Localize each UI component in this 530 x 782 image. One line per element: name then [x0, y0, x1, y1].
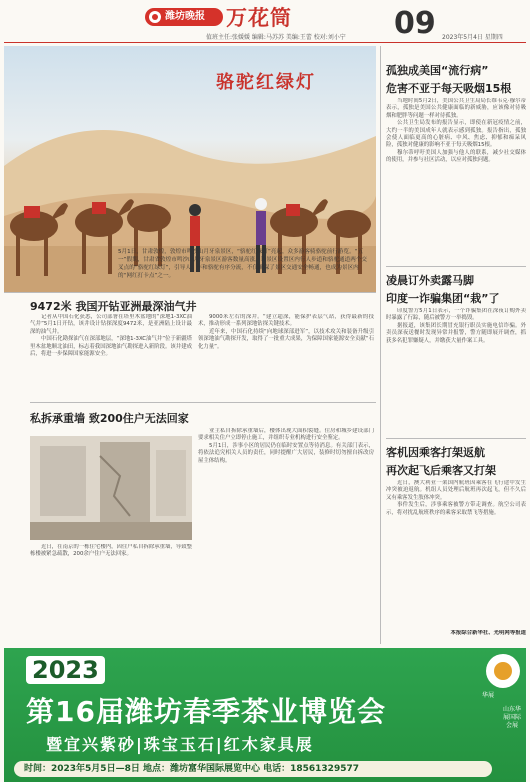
- article-caption-wall: [30, 544, 192, 640]
- article-subheadline-loneliness: 危害不亚于每天吸烟15根: [386, 82, 512, 95]
- article-photo-wall: [30, 436, 192, 540]
- article-headline-wall: 私拆承重墙 致200住户无法回家: [30, 412, 189, 425]
- brand-name: 潍坊晚报: [165, 11, 205, 22]
- page-number: 09: [394, 6, 436, 41]
- paragraph: 穆尔蒂呼吁美国人加强与他人的联系，减少社交媒体的使用，并参与社区活动，以应对孤独问题。: [386, 149, 526, 164]
- ad-info-bar: 时间：2023年5月5日—8日 地点：潍坊富华国际展览中心 电话：18561329577: [14, 761, 492, 777]
- paragraph: 近日，澳大利亚一架国内航班因乘客在飞行途中发生冲突被迫返航。机组人员处理后航班再次起飞，但不久后又有乘客发生肢体冲突。: [386, 480, 526, 501]
- source-credit: [386, 630, 526, 640]
- issue-date: 2023年5月4日 星期四: [442, 34, 503, 41]
- paragraph: 事件发生后，涉事乘客被警方带走调查。航空公司表示，将对扰乱航班秩序的乘客采取禁飞等措施。: [386, 502, 526, 516]
- article-body-oil-well-cont: [198, 314, 374, 398]
- ad-subtitle: 暨宜兴紫砂|珠宝玉石|红木家具展: [46, 735, 314, 754]
- article-body-takeout: [386, 308, 526, 434]
- masthead: [0, 0, 530, 44]
- source-credit-text: 本报综合新华社、光明网等报道: [450, 630, 526, 636]
- ad-side-text: 山东华展国际会展: [502, 706, 521, 729]
- article-body-loneliness: [386, 98, 526, 266]
- column-title: 万花筒: [226, 5, 292, 30]
- article-body-oil-well: [30, 314, 192, 398]
- article-headline-flight: 客机因乘客打架返航: [386, 446, 485, 459]
- article-subheadline-flight: 再次起飞后乘客又打架: [386, 464, 496, 477]
- expo-logo-icon: [486, 654, 520, 688]
- photo-title: 骆驼红绿灯: [216, 72, 316, 93]
- article-body-flight: [386, 480, 526, 628]
- photo-caption: 5月1日，甘肃敦煌，敦煌市鸣沙山月牙泉景区，“骆驼红绿灯”亮起，众多游客骑骆驼前行游览。“五一”假期，甘肃省敦煌市鸣沙山月牙泉景区游客数量高涨。该景区设置区内行人步道和骆驼通道两个交叉点的“骆驼红绿灯”，引导人、车和骆驼有序分流，不仅确保了景区交通安全畅通，也成为景区内的“网红打卡点”之一。: [118, 249, 368, 279]
- paragraph: 当地时间5月2日，美国公共卫生局局长维韦克·穆尔蒂表示，孤独是美国公共健康面临的新威胁，应该像对待吸烟和肥胖等问题一样对待孤独。: [386, 98, 526, 119]
- section-divider: [386, 438, 526, 439]
- article-subheadline-takeout: 印度一诈骗集团“栽”了: [386, 292, 500, 305]
- expo-logo-text: 华展: [482, 692, 495, 699]
- paragraph: 近日，在南京的一栋住宅楼内，因住户私自拆除承重墙，导致整栋楼被紧急疏散，200余户住户无法回家。: [30, 544, 192, 558]
- paragraph: 公共卫生局发布的报告显示，即使在新冠疫情之前，大约一半的美国成年人就表示感到孤独。报告指出，孤独会使人面临更高的心脏病、中风、焦虑、抑郁和痴呆风险，孤独对健康的影响不亚于每天吸烟15根。: [386, 120, 526, 149]
- article-headline-loneliness: 孤独成美国“流行病”: [386, 64, 489, 77]
- damaged-wall-illustration: [30, 436, 192, 540]
- paragraph: 9000米左右的深井。“建立超深，能保护表层气站，获得最新的技术，推动形成一系列深地钻探关键技术。: [198, 314, 374, 328]
- section-divider: [30, 402, 376, 403]
- expo-advertisement[interactable]: [4, 648, 526, 782]
- ad-year: 2023: [26, 656, 105, 684]
- newspaper-logo: [145, 8, 223, 26]
- paragraph: 据报道，该集团长期冒充银行职员实施电信诈骗。外卖员深夜送餐时发现异常并报警，警方随即展开调查，抓获多名犯罪嫌疑人，并缴获大量作案工具。: [386, 322, 526, 344]
- editor-credit: 值班主任:张媛媛 编辑:马苏苏 美编:王蕾 校对:刘小宁: [206, 34, 346, 41]
- paragraph: 业主私自拆除承重墙后，楼体出现大面积裂缝。住房和城乡建设部门要求相关住户立即停止施工，并组织专业机构进行安全鉴定。: [198, 428, 374, 442]
- article-body-wall: [198, 428, 374, 640]
- section-divider: [386, 266, 526, 267]
- brand-logo-icon: [149, 11, 161, 23]
- ad-title: 第16届潍坊春季茶业博览会: [26, 695, 386, 728]
- column-divider: [380, 46, 381, 644]
- paragraph: 记者从中国石化获悉，公司部署在塔里木盆地的“深地1-3XC油气井”5月1日开钻，该井设计钻探深度9472米，是亚洲陆上设计最深的油气井。: [30, 314, 192, 335]
- article-headline-takeout: 凌晨订外卖露马脚: [386, 274, 474, 287]
- article-headline-oil-well: 9472米 我国开钻亚洲最深油气井: [30, 300, 197, 313]
- paragraph: 印度警方5月1日表示，一个诈骗集团在深夜订购外卖时暴露了行踪，随后被警方一举捣毁。: [386, 308, 526, 322]
- header-rule: [4, 42, 526, 43]
- paragraph: 中国石化勘探油气在深部地层，“深地1-3XC油气井”位于新疆塔里木盆地顺北油田，标志着我国深地油气勘探进入新阶段。该井建成后，将进一步保障国家能源安全。: [30, 336, 192, 358]
- paragraph: 近年来，中国石化持续“向地球深部进军”，以技术攻关和装备升级引领深地油气勘探开发，取得了一批重大成果，为保障国家能源安全贡献“石化力量”。: [198, 328, 374, 350]
- section-divider: [4, 292, 376, 293]
- paragraph: 5月1日，涉事小区的居民仍在临时安置点等待消息。有关部门表示，将依法追究相关人员的责任，同时提醒广大居民，装修时切勿擅自拆改房屋主体结构。: [198, 442, 374, 464]
